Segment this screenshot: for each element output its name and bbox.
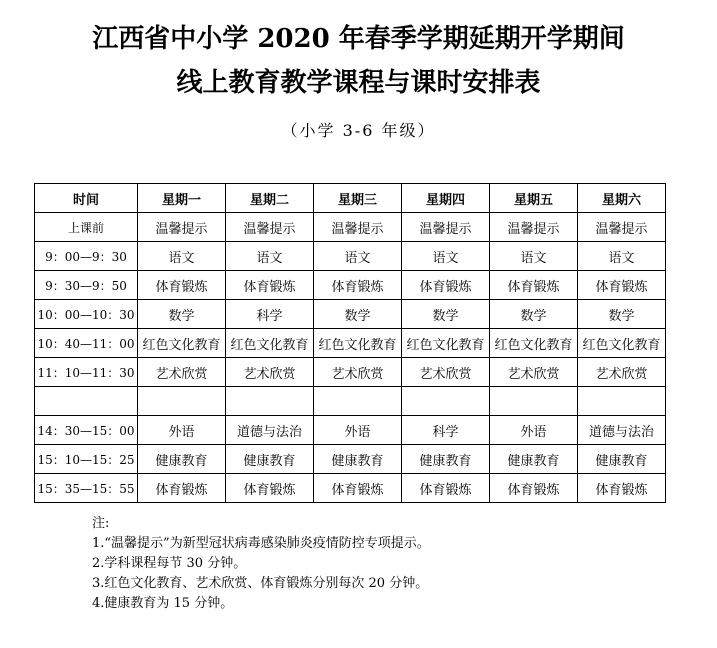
course-cell: 体育锻炼 <box>314 474 402 503</box>
course-cell <box>226 387 314 416</box>
course-cell: 道德与法治 <box>578 416 666 445</box>
header-row <box>35 184 666 213</box>
course-cell: 语文 <box>490 242 578 271</box>
time-cell <box>35 387 138 416</box>
title-line-2: 线上教育教学课程与课时安排表 <box>176 68 541 98</box>
course-cell: 道德与法治 <box>226 416 314 445</box>
time-cell: 9：00—9：30 <box>35 242 138 271</box>
course-cell: 体育锻炼 <box>402 474 490 503</box>
course-cell: 体育锻炼 <box>226 474 314 503</box>
course-cell: 红色文化教育 <box>314 329 402 358</box>
header-wednesday: 星期三 <box>314 184 402 213</box>
course-cell: 健康教育 <box>578 445 666 474</box>
course-cell: 艺术欣赏 <box>226 358 314 387</box>
course-cell <box>578 387 666 416</box>
course-cell: 健康教育 <box>138 445 226 474</box>
course-cell: 体育锻炼 <box>138 474 226 503</box>
course-cell: 艺术欣赏 <box>578 358 666 387</box>
time-cell: 10：00—10：30 <box>35 300 138 329</box>
course-cell: 艺术欣赏 <box>314 358 402 387</box>
time-cell: 14：30—15：00 <box>35 416 138 445</box>
course-cell <box>138 387 226 416</box>
schedule-table <box>34 183 666 503</box>
course-cell: 温馨提示 <box>138 213 226 242</box>
time-cell: 9：30—9：50 <box>35 271 138 300</box>
course-cell: 数学 <box>490 300 578 329</box>
note-item: 2.学科课程每节 30 分钟。 <box>92 556 247 571</box>
course-cell: 红色文化教育 <box>226 329 314 358</box>
course-cell: 数学 <box>314 300 402 329</box>
course-cell: 温馨提示 <box>226 213 314 242</box>
table-row <box>35 329 666 358</box>
course-cell: 体育锻炼 <box>138 271 226 300</box>
time-cell: 10：40—11：00 <box>35 329 138 358</box>
course-cell: 健康教育 <box>226 445 314 474</box>
table-row <box>35 213 666 242</box>
course-cell: 健康教育 <box>402 445 490 474</box>
course-cell: 温馨提示 <box>402 213 490 242</box>
note-item: 4.健康教育为 15 分钟。 <box>92 596 234 611</box>
schedule-body <box>35 213 666 503</box>
header-time: 时间 <box>35 184 138 213</box>
course-cell: 外语 <box>138 416 226 445</box>
course-cell: 健康教育 <box>314 445 402 474</box>
course-cell: 语文 <box>226 242 314 271</box>
course-cell <box>490 387 578 416</box>
course-cell: 体育锻炼 <box>402 271 490 300</box>
course-cell: 健康教育 <box>490 445 578 474</box>
course-cell: 语文 <box>138 242 226 271</box>
course-cell: 语文 <box>314 242 402 271</box>
course-cell: 温馨提示 <box>578 213 666 242</box>
course-cell: 体育锻炼 <box>490 271 578 300</box>
course-cell: 数学 <box>138 300 226 329</box>
table-row <box>35 416 666 445</box>
table-row <box>35 474 666 503</box>
time-cell: 15：10—15：25 <box>35 445 138 474</box>
course-cell: 科学 <box>226 300 314 329</box>
course-cell: 外语 <box>490 416 578 445</box>
header-monday: 星期一 <box>138 184 226 213</box>
course-cell: 语文 <box>402 242 490 271</box>
header-friday: 星期五 <box>490 184 578 213</box>
table-row <box>35 271 666 300</box>
course-cell: 体育锻炼 <box>314 271 402 300</box>
notes <box>92 514 430 614</box>
course-cell: 温馨提示 <box>490 213 578 242</box>
table-row <box>35 242 666 271</box>
course-cell: 体育锻炼 <box>578 271 666 300</box>
note-item: 3.红色文化教育、艺术欣赏、体育锻炼分别每次 20 分钟。 <box>92 576 429 591</box>
title-line-1: 江西省中小学 2020 年春季学期延期开学期间 <box>92 24 625 54</box>
course-cell: 红色文化教育 <box>402 329 490 358</box>
course-cell: 红色文化教育 <box>490 329 578 358</box>
course-cell: 温馨提示 <box>314 213 402 242</box>
header-tuesday: 星期二 <box>226 184 314 213</box>
course-cell: 体育锻炼 <box>490 474 578 503</box>
notes-heading: 注: <box>92 516 110 531</box>
course-cell: 艺术欣赏 <box>138 358 226 387</box>
table-row <box>35 358 666 387</box>
subtitle: （小学 3-6 年级） <box>281 121 436 140</box>
header-saturday: 星期六 <box>578 184 666 213</box>
course-cell <box>314 387 402 416</box>
course-cell: 科学 <box>402 416 490 445</box>
course-cell: 红色文化教育 <box>138 329 226 358</box>
course-cell: 体育锻炼 <box>578 474 666 503</box>
course-cell: 数学 <box>578 300 666 329</box>
note-item: 1.“温馨提示”为新型冠状病毒感染肺炎疫情防控专项提示。 <box>92 536 430 551</box>
time-cell: 11：10—11：30 <box>35 358 138 387</box>
course-cell: 艺术欣赏 <box>402 358 490 387</box>
course-cell: 体育锻炼 <box>226 271 314 300</box>
table-row <box>35 445 666 474</box>
course-cell <box>402 387 490 416</box>
table-row <box>35 300 666 329</box>
course-cell: 艺术欣赏 <box>490 358 578 387</box>
time-cell: 15：35—15：55 <box>35 474 138 503</box>
table-row <box>35 387 666 416</box>
course-cell: 数学 <box>402 300 490 329</box>
course-cell: 外语 <box>314 416 402 445</box>
course-cell: 语文 <box>578 242 666 271</box>
course-cell: 红色文化教育 <box>578 329 666 358</box>
time-cell: 上课前 <box>35 213 138 242</box>
header-thursday: 星期四 <box>402 184 490 213</box>
